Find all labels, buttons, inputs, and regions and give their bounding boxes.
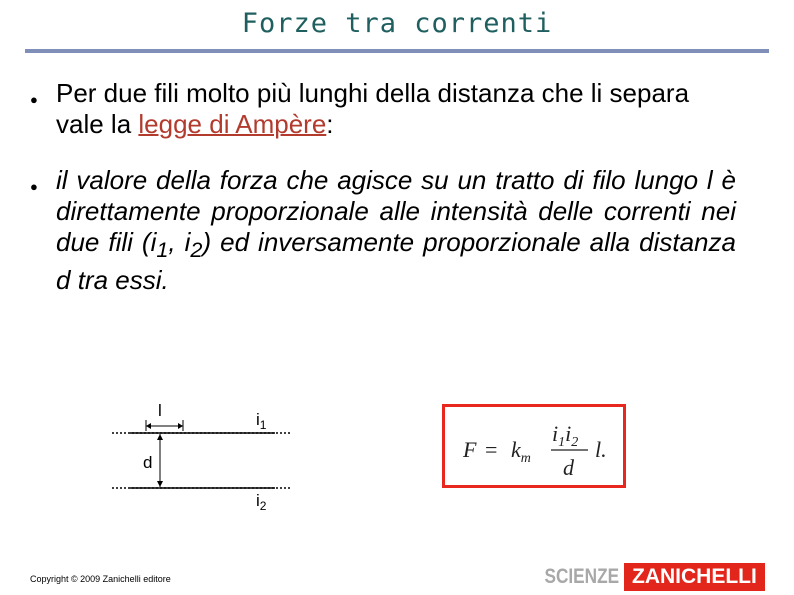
bullet-marker: ● bbox=[30, 92, 38, 107]
publisher-logo bbox=[527, 563, 765, 591]
current-2-label: $i_2$ bbox=[256, 491, 267, 513]
length-label: l bbox=[158, 401, 162, 420]
text-segment: , i bbox=[168, 227, 191, 257]
text-segment: tra essi. bbox=[70, 265, 169, 296]
distance-variable: d bbox=[56, 265, 71, 296]
bullet-paragraph-2 bbox=[56, 165, 736, 296]
length-variable: l bbox=[706, 165, 713, 195]
logo-scienze: SCIENZE bbox=[544, 565, 620, 588]
current-1-label: $i_1$ bbox=[256, 410, 267, 432]
bullet-1-colon: : bbox=[326, 109, 334, 139]
distance-arrowhead-bottom bbox=[157, 481, 163, 487]
formula-f: F bbox=[463, 437, 477, 462]
bullet-marker: ● bbox=[30, 179, 38, 194]
text-segment: il valore della forza che agisce su un tratto di filo lungo bbox=[56, 165, 707, 195]
length-arrowhead-right bbox=[178, 423, 183, 429]
length-arrowhead-left bbox=[146, 423, 151, 429]
ampere-force-formula bbox=[445, 407, 623, 485]
distance-label: d bbox=[143, 453, 153, 472]
parallel-wires-diagram bbox=[100, 392, 310, 520]
subscript-1: 1 bbox=[156, 237, 169, 263]
bullet-1-text: Per due fili molto più lunghi della distanza che li separa vale la bbox=[56, 78, 690, 139]
formula-denominator: d bbox=[563, 455, 574, 480]
formula-equals: = bbox=[485, 437, 498, 462]
formula-k: $k_m$ bbox=[511, 437, 531, 466]
ampere-law-link[interactable]: legge di Ampère bbox=[138, 109, 327, 139]
copyright-notice: Copyright © 2009 Zanichelli editore bbox=[30, 574, 171, 584]
text-segment: ) ed inversamente proporzionale alla distanza bbox=[202, 227, 736, 257]
distance-arrowhead-top bbox=[157, 434, 163, 440]
formula-box bbox=[442, 404, 626, 488]
formula-length: l. bbox=[595, 437, 607, 462]
page-title: Forze tra correnti bbox=[241, 8, 553, 39]
bullet-paragraph-1 bbox=[56, 78, 736, 140]
title-divider bbox=[25, 49, 769, 53]
text-segment: è direttamente proporzionale alle intensità delle correnti nei due fili (i bbox=[56, 165, 736, 257]
logo-zanichelli: ZANICHELLI bbox=[624, 563, 765, 591]
formula-numerator: $i_1i_2$ bbox=[552, 421, 579, 450]
subscript-2: 2 bbox=[190, 237, 203, 263]
